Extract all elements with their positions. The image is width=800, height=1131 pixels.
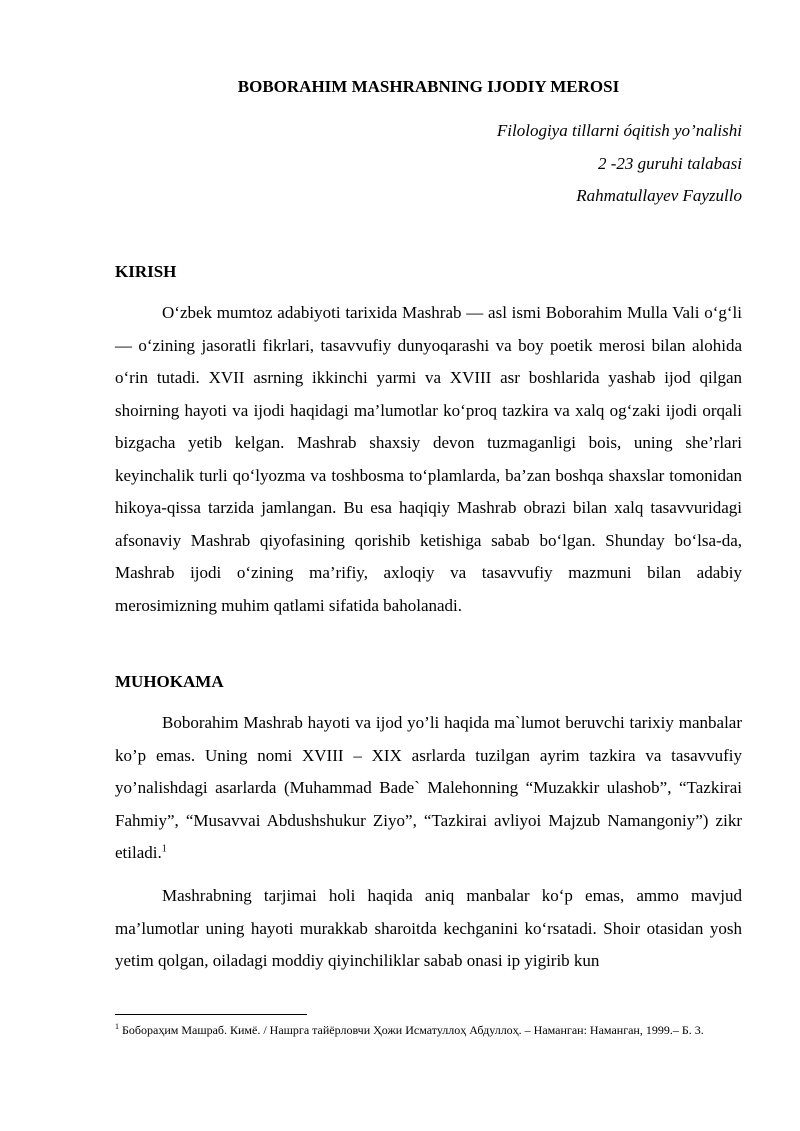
footnote-separator [115, 1014, 307, 1015]
footnote-reference[interactable]: 1 [161, 843, 167, 855]
discussion-section-2 [115, 880, 742, 978]
intro-section [115, 297, 742, 622]
discussion-paragraph-2: Mashrabning tarjimai holi haqida aniq manbalar ko‘p emas, ammo mavjud ma’lumotlar uning hayoti murakkab sharoitda kechganini ko‘rsatadi. Shoir otasidan yosh yetim qolgan, oiladagi moddiy qiyinchiliklar sabab onasi ip yigirib kun [115, 886, 742, 970]
author-name: Rahmatullayev Fayzullo [576, 186, 742, 205]
author-group: 2 -23 guruhi talabasi [597, 154, 742, 173]
document-title: BOBORAHIM MASHRABNING IJODIY MEROSI [237, 77, 620, 96]
discussion-paragraph-1-text: Boborahim Mashrab hayoti va ijod yo’li haqida ma`lumot beruvchi tarixiy manbalar ko’p emas. Uning nomi XVIII – XIX asrlarda tuzilgan ayrim tazkira va tasavvufiy yo’nalishdagi asarlarda (Muhammad Bade` Malehonning “Muzakkir ulashob”, “Tazkirai Fahmiy”, “Musavvai Abdushshukur Ziyo”, “Tazkirai avliyoi Majzub Namangoniy”) zikr etiladi. [115, 713, 742, 862]
intro-paragraph: O‘zbek mumtoz adabiyoti tarixida Mashrab — asl ismi Boborahim Mulla Vali o‘g‘li — o‘zining jasoratli fikrlari, tasavvufiy dunyoqarashi va boy poetik merosi bilan alohida o‘rin tutadi. XVII asrning ikkinchi yarmi va XVIII asr boshlarida yashab ijod qilgan shoirning hayoti va ijodi haqidagi ma’lumotlar ko‘proq tazkira va xalq og‘zaki ijodi orqali bizgacha yetib kelgan. Mashrab shaxsiy devon tuzmaganligi bois, uning she’rlari keyinchalik turli qo‘lyozma va toshbosma to‘plamlarda, ba’zan boshqa shaxslar tomonidan hikoya-qissa tarzida jamlangan. Bu esa haqiqiy Mashrab obrazi bilan xalq tasavvuridagi afsonaviy Mashrab qiyofasining qorishib ketishiga sabab bo‘lgan. Shunday bo‘lsa-da, Mashrab ijodi o‘zining ma’rifiy, axloqiy va tasavvufiy mazmuni bilan adabiy merosimizning muhim qatlami sifatida baholanadi. [115, 303, 742, 615]
discussion-section-1 [115, 707, 742, 870]
discussion-paragraph-1 [115, 707, 742, 870]
footnote-text: Бобораҳим Машраб. Кимё. / Нашрга тайёрловчи Ҳожи Исматуллоҳ Абдуллоҳ. – Наманган: Наманган, 1999.– Б. 3. [119, 1023, 704, 1037]
footnote-marker: 1 [115, 1022, 119, 1031]
author-faculty: Filologiya tillarni óqitish yo’nalishi [496, 121, 742, 140]
footnote [115, 1022, 742, 1039]
intro-heading: KIRISH [115, 262, 177, 281]
discussion-heading: MUHOKAMA [115, 672, 224, 691]
